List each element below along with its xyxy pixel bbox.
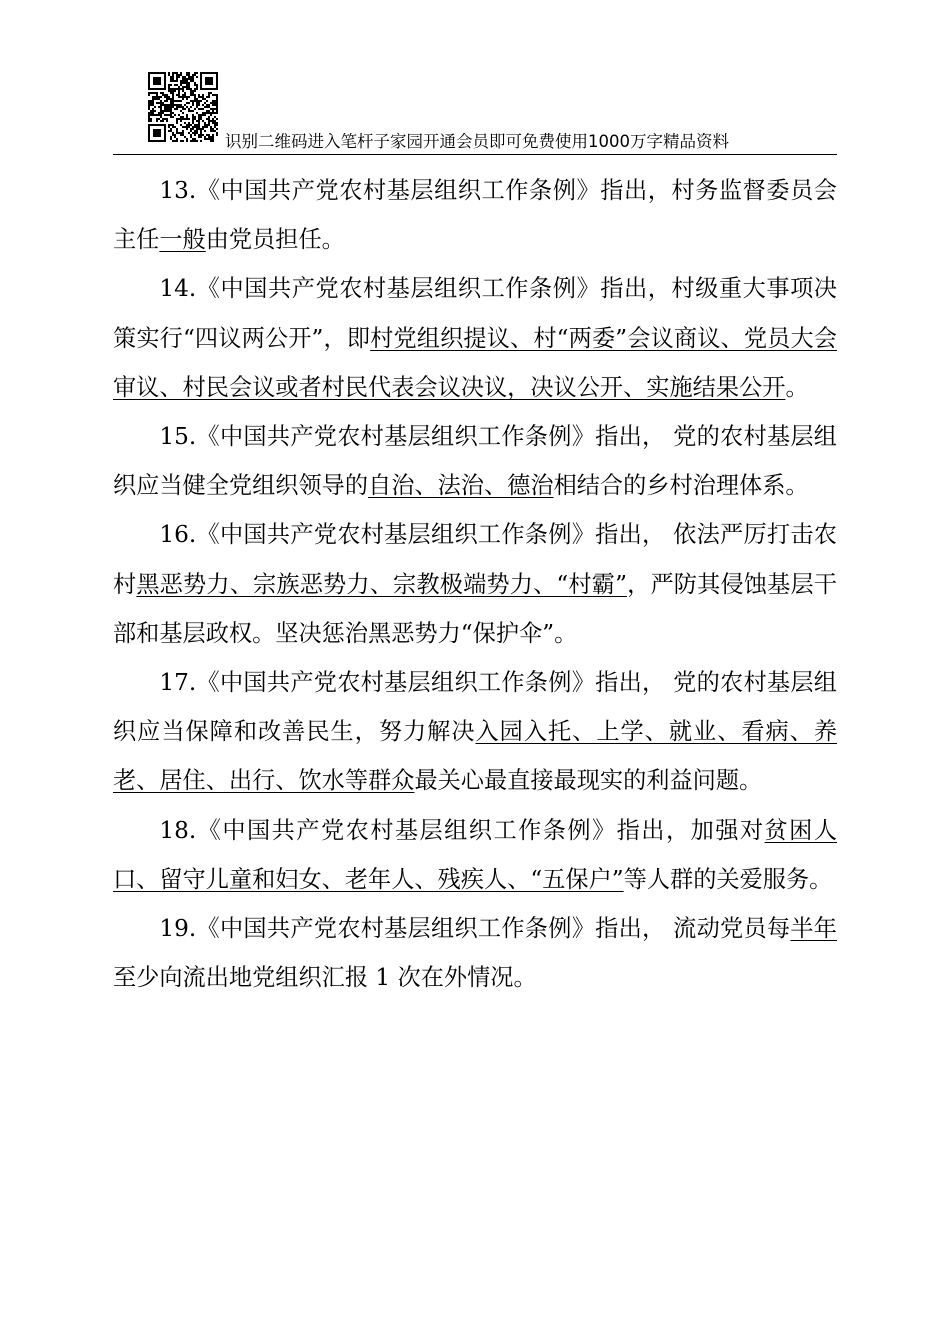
question-item-18: 18.《中国共产党农村基层组织工作条例》指出，加强对贫困人口、留守儿童和妇女、老年人、残疾人、“五保户”等人群的关爱服务。: [113, 816, 838, 893]
answer-blank: 村党组织提议、村“两委”会议商议、党员大会审议、村民会议或者村民代表会议决议，决议公开、实施结果公开: [113, 324, 837, 401]
document-body: [113, 166, 837, 1002]
question-item-15: 15.《中国共产党农村基层组织工作条例》指出， 党的农村基层组织应当健全党组织领导的自治、法治、德治相结合的乡村治理体系。: [113, 423, 837, 500]
header-promo-text: 识别二维码进入笔杆子家园开通会员即可免费使用1000万字精品资料: [225, 132, 729, 151]
answer-blank: 贫困人口、留守儿童和妇女、老年人、残疾人、“五保户”: [113, 816, 838, 893]
question-item-13: 13.《中国共产党农村基层组织工作条例》指出，村务监督委员会主任一般由党员担任。: [113, 177, 837, 254]
question-item-14: 14.《中国共产党农村基层组织工作条例》指出，村级重大事项决策实行“四议两公开”，即村党组织提议、村“两委”会议商议、党员大会审议、村民会议或者村民代表会议决议，决议公开、实施结果公开。: [113, 275, 837, 401]
answer-blank: 半年: [790, 915, 837, 943]
qr-code-icon: [146, 70, 220, 144]
question-item-19: 19.《中国共产党农村基层组织工作条例》指出， 流动党员每半年至少向流出地党组织汇报 1 次在外情况。: [113, 915, 837, 992]
answer-blank: 黑恶势力、宗族恶势力、宗教极端势力、“村霸”: [136, 570, 627, 598]
answer-blank: 自治、法治、德治: [368, 472, 554, 500]
answer-blank: 一般: [159, 226, 206, 254]
question-item-16: 16.《中国共产党农村基层组织工作条例》指出， 依法严厉打击农村黑恶势力、宗族恶势力、宗教极端势力、“村霸”，严防其侵蚀基层干部和基层政权。坚决惩治黑恶势力“保护伞”。: [113, 521, 838, 647]
answer-blank: 入园入托、上学、就业、看病、养老、居住、出行、饮水等群众: [113, 718, 838, 795]
question-item-17: 17.《中国共产党农村基层组织工作条例》指出， 党的农村基层组织应当保障和改善民生，努力解决入园入托、上学、就业、看病、养老、居住、出行、饮水等群众最关心最直接最现实的利益问题。: [113, 669, 838, 795]
page-header: [113, 70, 837, 155]
